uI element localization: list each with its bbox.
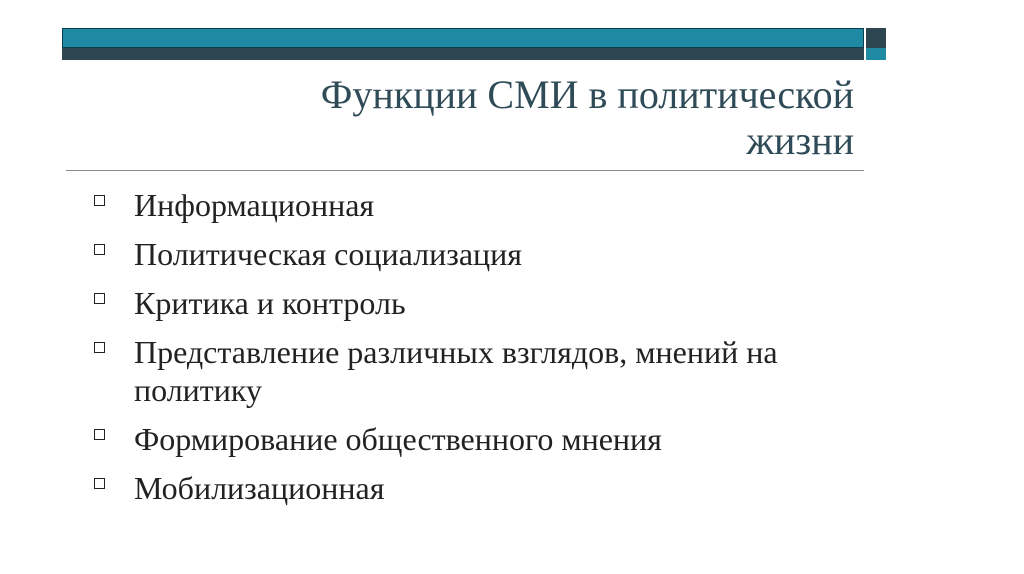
corner-block-top: [866, 28, 886, 48]
list-item-text: Политическая социализация: [134, 236, 523, 272]
top-decor-bar: [62, 28, 864, 48]
square-bullet-icon: [94, 429, 105, 440]
bullet-list: [90, 186, 890, 518]
square-bullet-icon: [94, 195, 105, 206]
square-bullet-icon: [94, 293, 105, 304]
list-item-text: Информационная: [134, 187, 375, 223]
list-item: [90, 420, 890, 458]
slide-title: [154, 72, 854, 164]
list-item: [90, 284, 890, 322]
list-item: [90, 333, 890, 409]
slide-title-line2: жизни: [746, 118, 854, 163]
list-item-text: Мобилизационная: [134, 470, 385, 506]
top-decor-stripe: [62, 48, 864, 60]
list-item-text: Представление различных взглядов, мнений на политику: [134, 334, 778, 408]
slide-title-line1: Функции СМИ в политической: [320, 72, 854, 117]
list-item: [90, 235, 890, 273]
square-bullet-icon: [94, 244, 105, 255]
list-item: [90, 469, 890, 507]
corner-block-bottom: [866, 48, 886, 60]
square-bullet-icon: [94, 478, 105, 489]
list-item-text: Формирование общественного мнения: [134, 421, 662, 457]
list-item-text: Критика и контроль: [134, 285, 406, 321]
square-bullet-icon: [94, 342, 105, 353]
title-divider: [66, 170, 864, 171]
list-item: [90, 186, 890, 224]
